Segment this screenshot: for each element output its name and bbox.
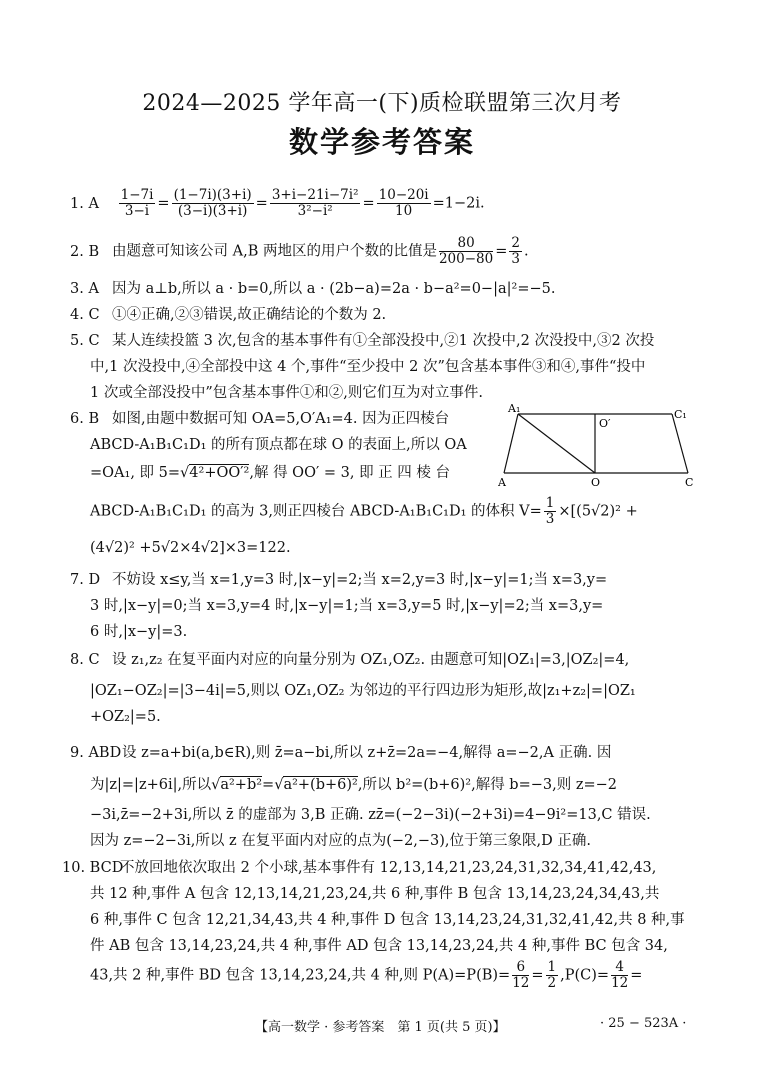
answer-5-line2: 中,1 次没投中,④全部投中这 4 个,事件“至少投中 2 次”包含基本事件③和④,事件“投中 [90, 359, 646, 375]
exam-title: 2024—2025 学年高一(下)质检联盟第三次月考 [142, 91, 622, 116]
answer-1: 1. A $\frac{1-7i}{3-i}$ = $\frac{(1-7i)(3+i)}{(3-i)(3+i)}$ = $\frac{\text{3+i−21i−7i²}}{\text{3²−i²}}$ = $\frac{10-20i}{10}$ =1−2i. [70, 187, 485, 219]
footer-page-info: 【高一数学 · 参考答案 第 1 页(共 5 页)】 [255, 1020, 506, 1035]
answer-5: 5. C 某人连续投篮 3 次,包含的基本事件有①全部没投中,②1 次投中,2 次没投中,③2 次投 [70, 333, 655, 349]
answer-10-line3: 6 种,事件 C 包含 12,21,34,43,共 4 种,事件 D 包含 13,14,23,24,31,32,41,42,共 8 种,事 [90, 912, 685, 928]
answer-3: 3. A 因为 a⊥b,所以 a · b=0,所以 a · (2b−a)=2a · b−a²=0−|a|²=−5. [70, 281, 556, 297]
answer-9: 9. ABD设 z=a+bi(a,b∈R),则 z̄=a−bi,所以 z+z̄=2a=−4,解得 a=−2,A 正确. 因 [70, 745, 612, 761]
frustum-figure [498, 400, 698, 490]
left-edge [504, 414, 518, 473]
right-edge [672, 414, 688, 473]
answer-2: 2. B 由题意可知该公司 A,B 两地区的用户个数的比值是 $\frac{80}{200-80}$ = $\frac{2}{3}$ . [70, 235, 529, 267]
answer-7-line3: 6 时,|x−y|=3. [90, 624, 188, 640]
answer-6-line5: (4√2)² +5√2×4√2]×3=122. [90, 540, 291, 556]
answer-7: 7. D 不妨设 x≤y,当 x=1,y=3 时,|x−y|=2;当 x=2,y=3 时,|x−y|=1;当 x=3,y= [70, 572, 608, 588]
label-C: C [685, 476, 694, 489]
answer-9-line3: −3i,z̄=−2+3i,所以 z̄ 的虚部为 3,B 正确. zz̄=(−2−3i)(−2+3i)=4−9i²=13,C 错误. [90, 807, 651, 823]
answer-10-line5: 43,共 2 种,事件 BD 包含 13,14,23,24,共 4 种,则 P(A)=P(B)= $\frac{6}{12}$ = $\frac{1}{2}$ ,P(C)= $\frac{4}{12}$ = [90, 959, 643, 991]
answer-8-line3: +OZ₂|=5. [90, 709, 161, 725]
answer-10: 10. BCD不放回地依次取出 2 个小球,基本事件有 12,13,14,21,23,24,31,32,34,41,42,43, [62, 860, 657, 876]
answer-6-line2: ABCD-A₁B₁C₁D₁ 的所有顶点都在球 O 的表面上,所以 OA [90, 437, 467, 453]
answer-5-line3: 1 次或全部没投中”包含基本事件①和②,则它们互为对立事件. [90, 385, 483, 401]
answer-4: 4. C ①④正确,②③错误,故正确结论的个数为 2. [70, 307, 387, 323]
label-O1: O′ [599, 417, 611, 430]
answer-9-line2: 为|z|=|z+6i|,所以√a²+b²=√a²+(b+6)²,所以 b²=(b+6)²,解得 b=−3,则 z=−2 [90, 777, 617, 793]
answer-8: 8. C 设 z₁,z₂ 在复平面内对应的向量分别为 OZ₁,OZ₂. 由题意可知|OZ₁|=3,|OZ₂|=4, [70, 652, 630, 668]
answer-6-line3: =OA₁, 即 5=√4²+OO′²,解 得 OO′ = 3, 即 正 四 棱 台 [90, 465, 451, 481]
label-C1: C₁ [674, 408, 687, 421]
answer-10-line4: 件 AB 包含 13,14,23,24,共 4 种,事件 AD 包含 13,14,23,24,共 4 种,事件 BC 包含 34, [90, 938, 668, 954]
answer-6-line4: ABCD-A₁B₁C₁D₁ 的高为 3,则正四棱台 ABCD-A₁B₁C₁D₁ 的体积 V= $\frac{1}{3}$ ×[(5√2)² + [90, 495, 638, 527]
answer-10-line2: 共 12 种,事件 A 包含 12,13,14,21,23,24,共 6 种,事件 B 包含 13,14,23,24,34,43,共 [90, 886, 660, 902]
label-A1: A₁ [508, 402, 521, 415]
answer-title: 数学参考答案 [288, 125, 475, 159]
answer-8-line2: |OZ₁−OZ₂|=|3−4i|=5,则以 OZ₁,OZ₂ 为邻边的平行四边形为矩形,故|z₁+z₂|=|OZ₁ [90, 683, 636, 699]
answer-6: 6. B 如图,由题中数据可知 OA=5,O′A₁=4. 因为正四棱台 [70, 411, 450, 427]
radius-line [518, 414, 595, 473]
answer-9-line4: 因为 z=−2−3i,所以 z 在复平面内对应的点为(−2,−3),位于第三象限,D 正确. [90, 833, 591, 849]
label-A: A [498, 476, 506, 489]
label-O: O [591, 476, 601, 489]
footer-code: · 25 − 523A · [600, 1016, 687, 1031]
answer-7-line2: 3 时,|x−y|=0;当 x=3,y=4 时,|x−y|=1;当 x=3,y=5 时,|x−y|=2;当 x=3,y= [90, 598, 604, 614]
